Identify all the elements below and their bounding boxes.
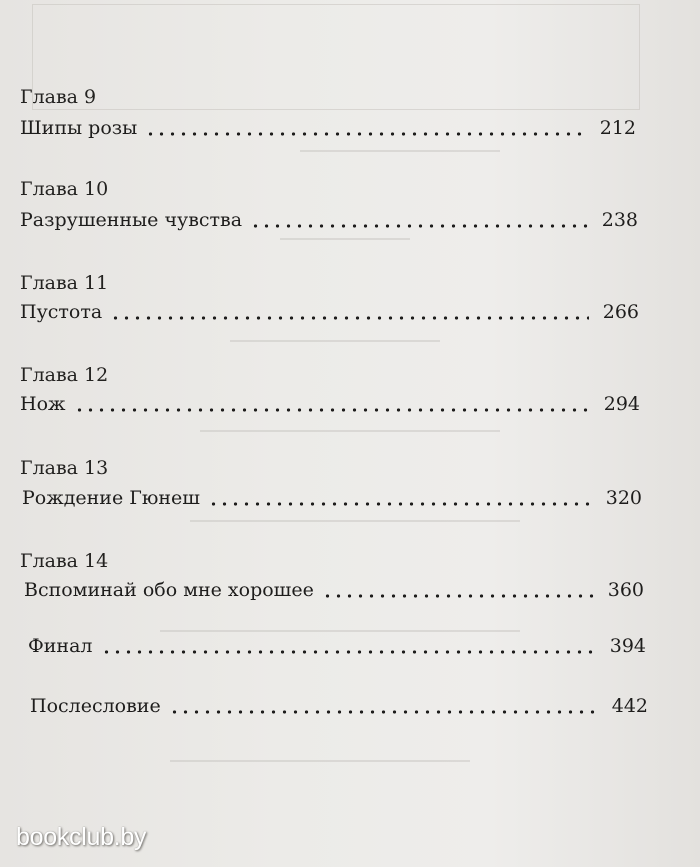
toc-entry[interactable] [20,392,640,416]
toc-chapter-label: Глава 13 [20,457,109,479]
dot-leader [322,593,594,599]
watermark-logo: bookclub.by [16,823,147,851]
toc-entry-page: 238 [601,209,638,231]
bleed-through-line [170,760,470,762]
toc-entry-title: Финал [28,635,93,657]
toc-entry-page: 294 [603,393,640,415]
toc-entry[interactable] [20,300,639,324]
dot-leader [169,709,598,715]
toc-entry-page: 394 [609,635,646,657]
toc-chapter-label: Глава 12 [20,364,109,386]
toc-entry[interactable] [20,208,638,232]
toc-entry[interactable] [28,634,646,658]
toc-entry[interactable] [24,578,644,602]
toc-entry-page: 266 [602,301,639,323]
toc-entry-page: 212 [599,117,636,139]
bleed-through-line [280,238,410,240]
dot-leader [110,315,589,321]
dot-leader [250,223,588,229]
toc-entry-title: Пустота [20,301,103,323]
toc-entry-title: Вспоминай обо мне хорошее [24,579,314,601]
toc-chapter-label: Глава 14 [20,550,109,572]
bleed-through-line [160,630,520,632]
toc-chapter-label: Глава 9 [20,86,97,108]
dot-leader [145,131,585,137]
toc-entry-page: 442 [611,695,648,717]
toc-entry-title: Рождение Гюнеш [22,487,200,509]
dot-leader [208,501,592,507]
bleed-through-line [200,430,500,432]
bleed-through-line [300,150,500,152]
bleed-through-line [190,520,520,522]
toc-entry[interactable] [30,694,648,718]
bleed-through-line [230,340,440,342]
dot-leader [101,649,596,655]
toc-chapter-label: Глава 10 [20,178,109,200]
toc-entry-title: Нож [20,393,66,415]
toc-entry-title: Послесловие [30,695,161,717]
dot-leader [74,407,590,413]
bleed-through-box [32,4,640,110]
toc-entry-title: Шипы розы [20,117,138,139]
toc-entry-page: 360 [607,579,644,601]
toc-entry[interactable] [22,486,642,510]
toc-chapter-label: Глава 11 [20,272,109,294]
toc-entry-page: 320 [605,487,642,509]
toc-entry[interactable] [20,116,636,140]
toc-entry-title: Разрушенные чувства [20,209,243,231]
